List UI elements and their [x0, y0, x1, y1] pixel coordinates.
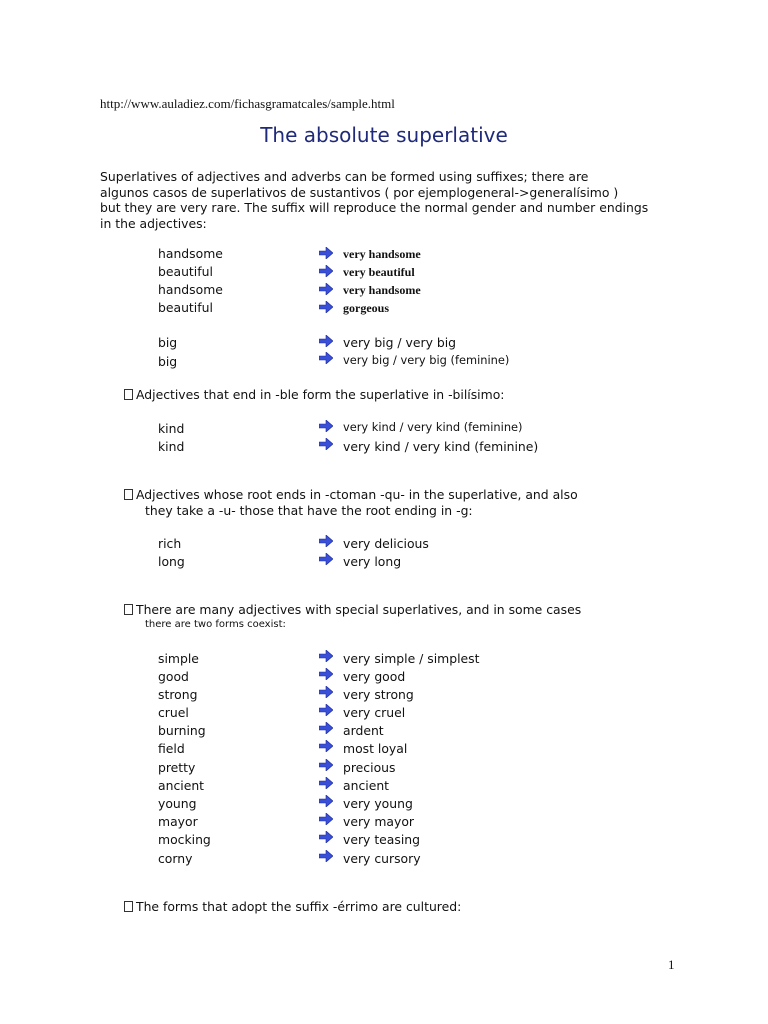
word-label: rich: [158, 536, 182, 551]
word-label: mocking: [158, 832, 211, 847]
superlative-form: very handsome: [343, 283, 421, 297]
superlative-form: very cursory: [343, 851, 421, 866]
page-title: The absolute superlative: [260, 123, 508, 147]
word-label: handsome: [158, 282, 223, 297]
superlative-form: very mayor: [343, 814, 414, 829]
rule-note: [124, 387, 504, 402]
right-arrow-icon: [319, 740, 333, 752]
intro-paragraph: [100, 169, 648, 231]
rule-note: [124, 487, 578, 502]
word-label: good: [158, 669, 189, 684]
right-arrow-icon: [319, 722, 333, 734]
superlative-form: very handsome: [343, 247, 421, 261]
superlative-form: very delicious: [343, 536, 429, 551]
rule-note-text: There are many adjectives with special superlatives, and in some cases: [136, 602, 582, 617]
word-label: young: [158, 796, 197, 811]
superlative-form: very big / very big: [343, 335, 457, 350]
rule-note: [124, 602, 581, 617]
word-label: handsome: [158, 246, 223, 261]
page-number: 1: [668, 957, 675, 972]
right-arrow-icon: [319, 438, 333, 450]
source-url: http://www.auladiez.com/fichasgramatcales/sample.html: [100, 96, 395, 111]
right-arrow-icon: [319, 301, 333, 313]
rule-note: [124, 899, 461, 914]
checkbox-icon: [124, 901, 133, 912]
right-arrow-icon: [319, 704, 333, 716]
word-label: cruel: [158, 705, 189, 720]
superlative-form: ardent: [343, 723, 384, 738]
right-arrow-icon: [319, 850, 333, 862]
right-arrow-icon: [319, 247, 333, 259]
superlative-form: very simple / simplest: [343, 651, 480, 666]
right-arrow-icon: [319, 759, 333, 771]
superlative-form: very beautiful: [343, 265, 415, 279]
right-arrow-icon: [319, 795, 333, 807]
right-arrow-icon: [319, 420, 333, 432]
right-arrow-icon: [319, 668, 333, 680]
superlative-form: very long: [343, 554, 402, 569]
word-label: simple: [158, 651, 199, 666]
superlative-form: very cruel: [343, 705, 406, 720]
checkbox-icon: [124, 489, 133, 500]
superlative-form: ancient: [343, 778, 390, 793]
rule-note-continuation: they take a -u- those that have the root ending in -g:: [145, 503, 473, 518]
right-arrow-icon: [319, 777, 333, 789]
rule-note-continuation: there are two forms coexist:: [145, 619, 286, 630]
superlative-form: very kind / very kind (feminine): [343, 420, 523, 434]
word-label: long: [158, 554, 185, 569]
word-label: pretty: [158, 760, 196, 775]
intro-line: in the adjectives:: [100, 215, 207, 231]
superlative-form: very good: [343, 669, 406, 684]
superlative-form: very kind / very kind (feminine): [343, 439, 539, 454]
word-label: beautiful: [158, 300, 213, 315]
superlative-form: gorgeous: [343, 301, 389, 315]
right-arrow-icon: [319, 553, 333, 565]
word-label: kind: [158, 421, 185, 436]
intro-line: Superlatives of adjectives and adverbs can be formed using suffixes; there are: [100, 169, 589, 184]
superlative-form: very teasing: [343, 832, 421, 847]
checkbox-icon: [124, 604, 133, 615]
right-arrow-icon: [319, 265, 333, 277]
word-label: corny: [158, 851, 193, 866]
word-label: big: [158, 354, 178, 369]
right-arrow-icon: [319, 535, 333, 547]
superlative-form: most loyal: [343, 741, 408, 756]
word-label: big: [158, 335, 178, 350]
right-arrow-icon: [319, 335, 333, 347]
right-arrow-icon: [319, 831, 333, 843]
checkbox-icon: [124, 389, 133, 400]
word-label: kind: [158, 439, 185, 454]
word-label: ancient: [158, 778, 205, 793]
intro-line: algunos casos de superlativos de sustantivos ( por ejemplogeneral->generalísimo ): [100, 184, 619, 200]
superlative-form: very big / very big (feminine): [343, 353, 510, 367]
right-arrow-icon: [319, 352, 333, 364]
rule-note-text: Adjectives that end in -ble form the superlative in -bilísimo:: [136, 387, 505, 402]
word-label: burning: [158, 723, 206, 738]
rule-note-text: The forms that adopt the suffix -érrimo are cultured:: [136, 899, 462, 914]
word-label: strong: [158, 687, 198, 702]
rule-note-text: Adjectives whose root ends in -ctoman -qu- in the superlative, and also: [136, 487, 578, 502]
word-label: mayor: [158, 814, 198, 829]
right-arrow-icon: [319, 813, 333, 825]
superlative-form: precious: [343, 760, 396, 775]
right-arrow-icon: [319, 686, 333, 698]
superlative-form: very young: [343, 796, 413, 811]
superlative-form: very strong: [343, 687, 414, 702]
right-arrow-icon: [319, 650, 333, 662]
word-label: field: [158, 741, 185, 756]
word-label: beautiful: [158, 264, 213, 279]
intro-line: but they are very rare. The suffix will reproduce the normal gender and number endings: [100, 200, 649, 215]
right-arrow-icon: [319, 283, 333, 295]
